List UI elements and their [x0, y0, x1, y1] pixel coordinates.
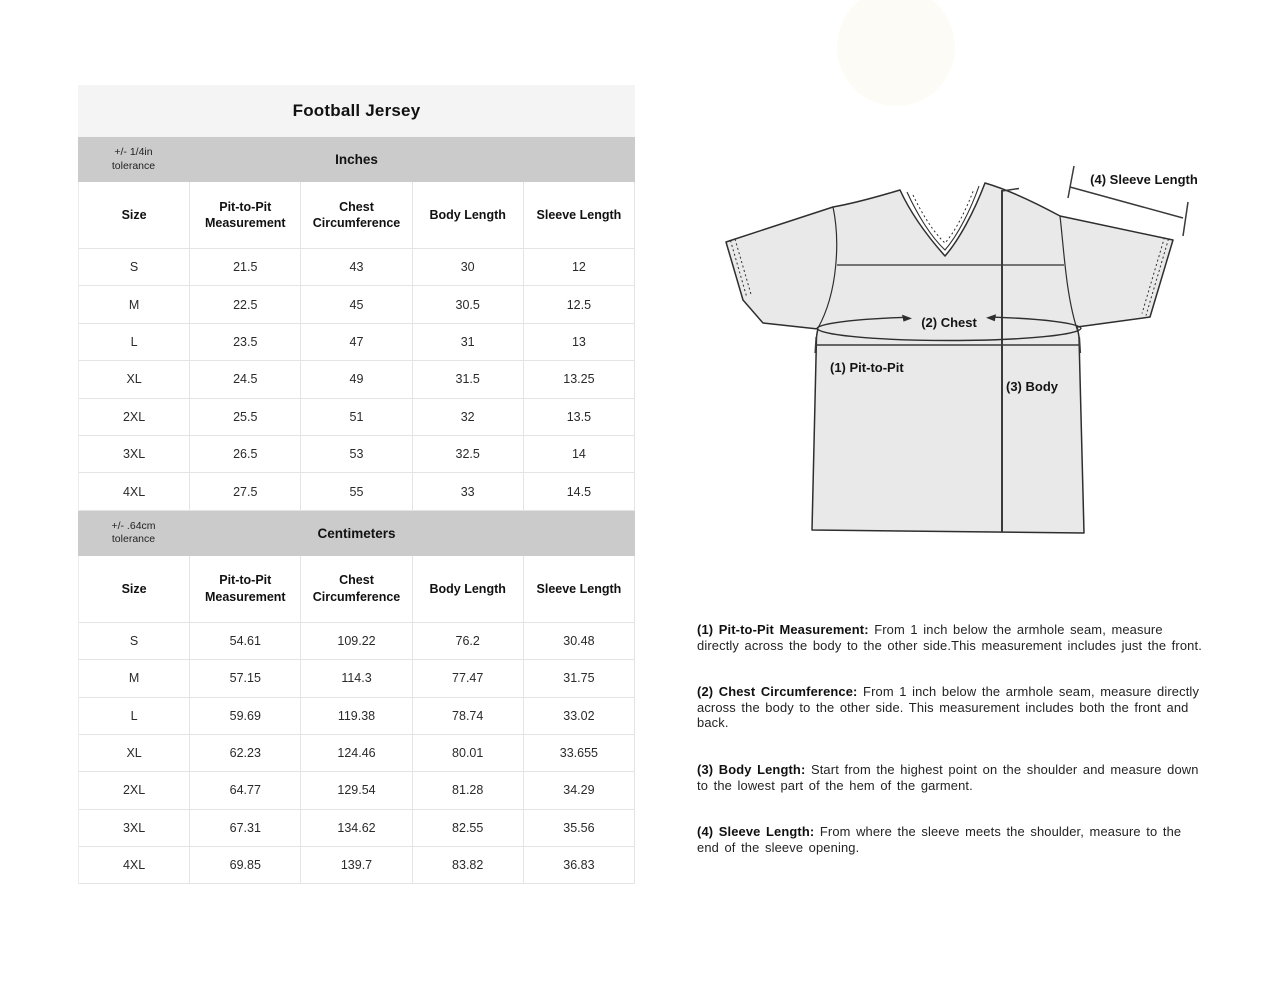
unit-band	[78, 137, 635, 182]
value-cell: 69.85	[190, 847, 301, 884]
value-cell: 76.2	[413, 623, 524, 660]
size-cell: 4XL	[79, 473, 190, 510]
value-cell: 119.38	[301, 698, 412, 735]
description-lead: (4) Sleeve Length:	[697, 824, 815, 840]
value-cell: 14.5	[524, 473, 635, 510]
value-cell: 33	[413, 473, 524, 510]
jersey-diagram	[700, 140, 1210, 570]
table-row	[78, 286, 635, 323]
size-cell: 4XL	[79, 847, 190, 884]
value-cell: 23.5	[190, 324, 301, 361]
value-cell: 124.46	[301, 735, 412, 772]
description-text: From where the sleeve meets the shoulder, measure to the end of the sleeve opening.	[697, 824, 1182, 855]
column-header: Chest Circumference	[301, 556, 412, 623]
measurement-descriptions	[697, 622, 1203, 886]
pit-to-pit-label: (1) Pit-to-Pit	[830, 360, 904, 375]
value-cell: 35.56	[524, 810, 635, 847]
value-cell: 26.5	[190, 436, 301, 473]
value-cell: 80.01	[413, 735, 524, 772]
value-cell: 47	[301, 324, 412, 361]
value-cell: 54.61	[190, 623, 301, 660]
column-header: Sleeve Length	[524, 556, 635, 623]
value-cell: 30.5	[413, 286, 524, 323]
size-cell: L	[79, 698, 190, 735]
table-row	[78, 810, 635, 847]
value-cell: 31.5	[413, 361, 524, 398]
size-cell: M	[79, 660, 190, 697]
value-cell: 67.31	[190, 810, 301, 847]
tolerance-note: +/- 1/4in tolerance	[111, 145, 156, 172]
description-text: From 1 inch below the armhole seam, measure directly across the body to the other side.This measurement includes just the front.	[697, 622, 1202, 653]
column-header: Pit-to-Pit Measurement	[190, 182, 301, 249]
value-cell: 139.7	[301, 847, 412, 884]
value-cell: 109.22	[301, 623, 412, 660]
value-cell: 43	[301, 249, 412, 286]
faint-watermark	[837, 0, 955, 106]
size-cell: XL	[79, 361, 190, 398]
column-header: Size	[79, 556, 190, 623]
value-cell: 31	[413, 324, 524, 361]
value-cell: 33.02	[524, 698, 635, 735]
value-cell: 27.5	[190, 473, 301, 510]
size-cell: 3XL	[79, 436, 190, 473]
sleeve-length-right-tick	[1183, 202, 1188, 236]
value-cell: 13.25	[524, 361, 635, 398]
value-cell: 45	[301, 286, 412, 323]
description-text: Start from the highest point on the shoulder and measure down to the lowest part of the hem of the garment.	[697, 761, 1199, 793]
table-row	[78, 698, 635, 735]
table-row	[78, 399, 635, 436]
value-cell: 12	[524, 249, 635, 286]
value-cell: 114.3	[301, 660, 412, 697]
value-cell: 55	[301, 473, 412, 510]
table-row	[78, 660, 635, 697]
column-header: Chest Circumference	[301, 182, 412, 249]
jersey-diagram-svg	[700, 140, 1210, 570]
column-header: Body Length	[413, 182, 524, 249]
description-lead: (1) Pit-to-Pit Measurement:	[697, 622, 869, 637]
value-cell: 24.5	[190, 361, 301, 398]
table-row	[78, 735, 635, 772]
column-header: Body Length	[413, 556, 524, 623]
value-cell: 32.5	[413, 436, 524, 473]
size-cell: 2XL	[79, 399, 190, 436]
table-row	[78, 361, 635, 398]
value-cell: 30.48	[524, 623, 635, 660]
value-cell: 25.5	[190, 399, 301, 436]
value-cell: 134.62	[301, 810, 412, 847]
tolerance-note: +/- .64cm tolerance	[111, 519, 156, 546]
value-cell: 22.5	[190, 286, 301, 323]
value-cell: 81.28	[413, 772, 524, 809]
unit-band	[78, 511, 635, 556]
table-row	[78, 249, 635, 286]
value-cell: 51	[301, 399, 412, 436]
size-chart-sections	[78, 137, 635, 884]
sleeve-length-line	[1070, 187, 1183, 218]
value-cell: 13	[524, 324, 635, 361]
table-row	[78, 847, 635, 884]
value-cell: 129.54	[301, 772, 412, 809]
value-cell: 36.83	[524, 847, 635, 884]
size-cell: XL	[79, 735, 190, 772]
value-cell: 57.15	[190, 660, 301, 697]
value-cell: 31.75	[524, 660, 635, 697]
size-cell: S	[79, 623, 190, 660]
value-cell: 14	[524, 436, 635, 473]
value-cell: 21.5	[190, 249, 301, 286]
description-paragraph	[697, 622, 1203, 653]
size-cell: L	[79, 324, 190, 361]
value-cell: 64.77	[190, 772, 301, 809]
body-label: (3) Body	[1006, 379, 1058, 394]
column-header: Size	[79, 182, 190, 249]
sleeve-length-left-tick	[1068, 166, 1074, 198]
description-lead: (2) Chest Circumference:	[697, 684, 858, 700]
value-cell: 30	[413, 249, 524, 286]
description-text: From 1 inch below the armhole seam, measure directly across the body to the other side. This measurement includes both the front and back.	[697, 684, 1200, 731]
sleeve-length-label: (4) Sleeve Length	[1090, 172, 1198, 187]
size-chart	[78, 85, 635, 884]
value-cell: 53	[301, 436, 412, 473]
column-header: Sleeve Length	[524, 182, 635, 249]
value-cell: 78.74	[413, 698, 524, 735]
table-row	[78, 436, 635, 473]
table-row	[78, 772, 635, 809]
column-header-row	[78, 556, 635, 623]
unit-label: Centimeters	[317, 525, 396, 541]
table-row	[78, 623, 635, 660]
size-cell: 2XL	[79, 772, 190, 809]
column-header-row	[78, 182, 635, 249]
size-cell: M	[79, 286, 190, 323]
chart-title: Football Jersey	[78, 85, 635, 137]
description-paragraph	[697, 684, 1203, 731]
description-paragraph	[697, 824, 1203, 855]
table-row	[78, 473, 635, 510]
description-lead: (3) Body Length:	[697, 761, 806, 777]
value-cell: 32	[413, 399, 524, 436]
jersey-outline	[726, 183, 1173, 533]
table-row	[78, 324, 635, 361]
value-cell: 49	[301, 361, 412, 398]
size-cell: 3XL	[79, 810, 190, 847]
size-cell: S	[79, 249, 190, 286]
value-cell: 33.655	[524, 735, 635, 772]
value-cell: 34.29	[524, 772, 635, 809]
unit-label: Inches	[335, 152, 378, 167]
value-cell: 13.5	[524, 399, 635, 436]
value-cell: 83.82	[413, 847, 524, 884]
value-cell: 59.69	[190, 698, 301, 735]
description-paragraph	[697, 762, 1203, 793]
chest-label: (2) Chest	[921, 315, 977, 330]
value-cell: 77.47	[413, 660, 524, 697]
value-cell: 82.55	[413, 810, 524, 847]
column-header: Pit-to-Pit Measurement	[190, 556, 301, 623]
value-cell: 62.23	[190, 735, 301, 772]
value-cell: 12.5	[524, 286, 635, 323]
